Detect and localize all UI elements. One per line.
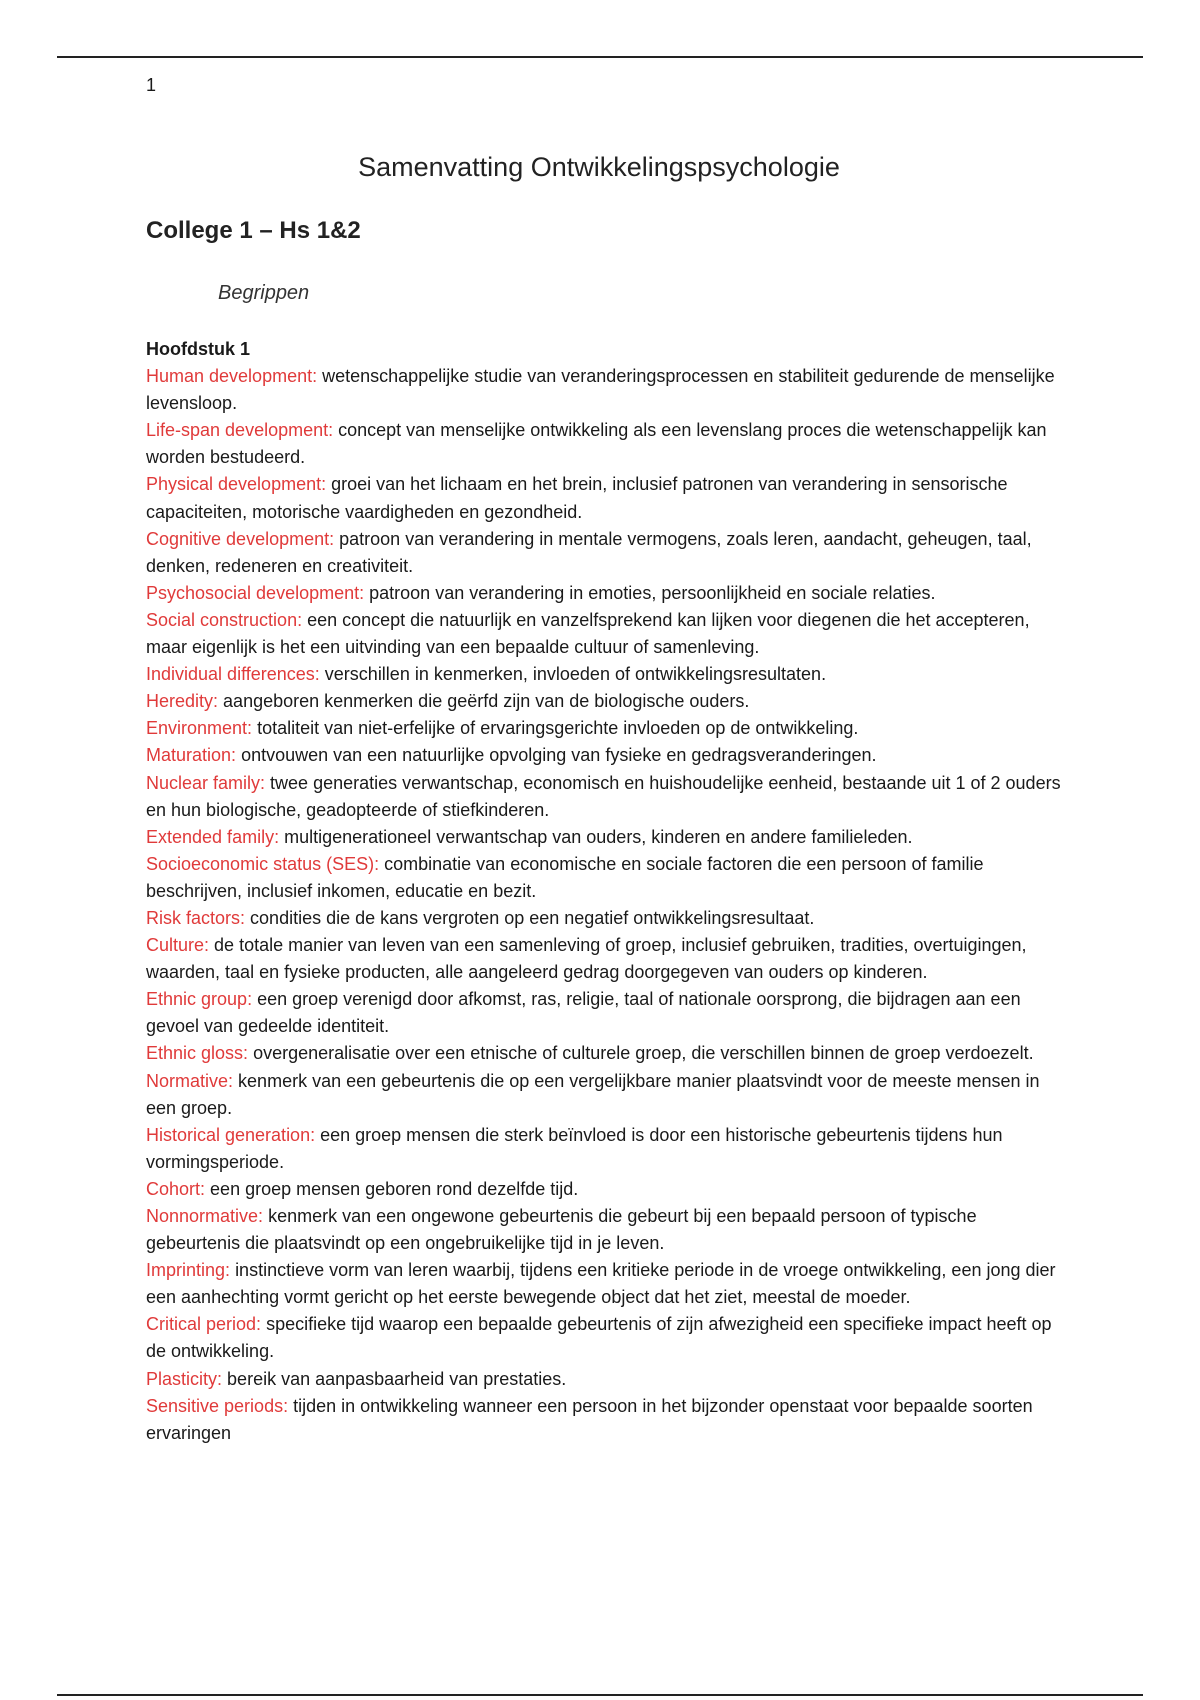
- glossary-definition: specifieke tijd waarop een bepaalde gebeurtenis of zijn afwezigheid een specifieke impact heeft op de ontwikkeling.: [146, 1314, 1052, 1362]
- glossary-definition: een concept die natuurlijk en vanzelfsprekend kan lijken voor diegenen die het accepteren, maar eigenlijk is het een uitvinding van een bepaalde cultuur of samenleving.: [146, 609, 1030, 658]
- glossary-entry: [146, 607, 1066, 661]
- glossary-entry: [146, 905, 1066, 932]
- glossary-definition: concept van menselijke ontwikkeling als een levenslang proces die wetenschappelijk kan worden bestudeerd.: [146, 420, 1047, 468]
- glossary-content: [146, 336, 1066, 1447]
- glossary-definition: een groep mensen die sterk beïnvloed is door een historische gebeurtenis tijdens hun vormingsperiode.: [146, 1124, 1003, 1172]
- glossary-entry: [146, 526, 1066, 580]
- glossary-entry: [146, 1203, 1066, 1257]
- glossary-definition: totaliteit van niet-erfelijke of ervaringsgerichte invloeden op de ontwikkeling.: [257, 718, 859, 739]
- glossary-definition: overgeneralisatie over een etnische of culturele groep, die verschillen binnen de groep verdoezelt.: [253, 1043, 1034, 1064]
- glossary-definition: de totale manier van leven van een samenleving of groep, inclusief gebruiken, tradities, overtuigingen, waarden, taal en fysieke producten, alle aangeleerd gedrag doorgegeven van ouders op kinderen.: [146, 935, 1027, 983]
- glossary-entry: [146, 1040, 1066, 1067]
- chapter-heading: Hoofdstuk 1: [146, 339, 251, 359]
- glossary-term: Cognitive development:: [146, 528, 335, 549]
- glossary-definition: instinctieve vorm van leren waarbij, tijdens een kritieke periode in de vroege ontwikkeling, een jong dier een aanhechting vormt gericht op het eerste bewegende object dat het ziet, meestal de moeder.: [146, 1260, 1056, 1308]
- glossary-definition: condities die de kans vergroten op een negatief ontwikkelingsresultaat.: [250, 907, 815, 928]
- glossary-definition: ontvouwen van een natuurlijke opvolging van fysieke en gedragsveranderingen.: [241, 745, 877, 766]
- glossary-term: Extended family:: [146, 826, 280, 847]
- glossary-entry: [146, 1366, 1066, 1393]
- glossary-definition: groei van het lichaam en het brein, inclusief patronen van verandering in sensorische capaciteiten, motorische vaardigheden en gezondheid.: [146, 474, 1008, 522]
- glossary-term: Nuclear family:: [146, 772, 266, 793]
- glossary-term: Ethnic gloss:: [146, 1043, 249, 1064]
- glossary-definition: verschillen in kenmerken, invloeden of ontwikkelingsresultaten.: [324, 664, 827, 685]
- glossary-term: Historical generation:: [146, 1124, 316, 1145]
- glossary-definition: combinatie van economische en sociale factoren die een persoon of familie beschrijven, inclusief inkomen, educatie en bezit.: [146, 853, 984, 901]
- glossary-definition: tijden in ontwikkeling wanneer een persoon in het bijzonder openstaat voor bepaalde soorten ervaringen: [146, 1395, 1033, 1443]
- glossary-term: Physical development:: [146, 474, 327, 495]
- glossary-entry: [146, 1068, 1066, 1122]
- glossary-entry: [146, 1122, 1066, 1176]
- glossary-definition: een groep mensen geboren rond dezelfde tijd.: [210, 1178, 579, 1199]
- glossary-entry: [146, 471, 1066, 525]
- glossary-term: Plasticity:: [146, 1368, 223, 1389]
- glossary-term: Individual differences:: [146, 664, 320, 685]
- glossary-entry: [146, 1176, 1066, 1203]
- glossary-term: Ethnic group:: [146, 989, 253, 1010]
- glossary-entry: [146, 1257, 1066, 1311]
- glossary-term: Human development:: [146, 366, 318, 387]
- glossary-definition: bereik van aanpasbaarheid van prestaties.: [227, 1368, 567, 1389]
- glossary-entry: [146, 824, 1066, 851]
- glossary-definition: een groep verenigd door afkomst, ras, religie, taal of nationale oorsprong, die bijdragen aan een gevoel van gedeelde identiteit.: [146, 989, 1021, 1037]
- glossary-entry: [146, 986, 1066, 1040]
- glossary-entry: [146, 742, 1066, 769]
- glossary-definition: patroon van verandering in emoties, persoonlijkheid en sociale relaties.: [369, 582, 936, 603]
- glossary-term: Cohort:: [146, 1178, 206, 1199]
- glossary-term: Imprinting:: [146, 1260, 231, 1281]
- glossary-entry: [146, 851, 1066, 905]
- glossary-term: Heredity:: [146, 691, 219, 712]
- glossary-entry: [146, 363, 1066, 417]
- glossary-term: Maturation:: [146, 745, 237, 766]
- glossary-term: Nonnormative:: [146, 1206, 264, 1226]
- glossary-entry: [146, 688, 1066, 715]
- glossary-entry: [146, 770, 1066, 824]
- glossary-definition: twee generaties verwantschap, economisch en huishoudelijke eenheid, bestaande uit 1 of 2 ouders en hun biologische, geadopteerde of stiefkinderen.: [146, 772, 1061, 820]
- term-list: [146, 363, 1066, 1447]
- glossary-term: Critical period:: [146, 1314, 262, 1335]
- glossary-entry: [146, 661, 1066, 688]
- glossary-term: Culture:: [146, 935, 210, 956]
- glossary-term: Normative:: [146, 1070, 234, 1091]
- glossary-entry: [146, 1393, 1066, 1447]
- glossary-term: Psychosocial development:: [146, 582, 365, 603]
- glossary-definition: kenmerk van een ongewone gebeurtenis die gebeurt bij een bepaald persoon of typische gebeurtenis die plaatsvindt op een ongebruikelijke tijd in je leven.: [146, 1206, 977, 1254]
- glossary-definition: patroon van verandering in mentale vermogens, zoals leren, aandacht, geheugen, taal, denken, redeneren en creativiteit.: [146, 528, 1032, 576]
- glossary-definition: kenmerk van een gebeurtenis die op een vergelijkbare manier plaatsvindt voor de meeste mensen in een groep.: [146, 1070, 1040, 1118]
- footer-rule: [57, 1694, 1143, 1696]
- glossary-entry: [146, 580, 1066, 607]
- glossary-entry: [146, 1311, 1066, 1365]
- page-number: 1: [146, 75, 157, 95]
- glossary-term: Sensitive periods:: [146, 1395, 289, 1416]
- glossary-term: Life-span development:: [146, 420, 334, 441]
- glossary-entry: [146, 932, 1066, 986]
- header-rule: [57, 56, 1143, 58]
- glossary-definition: wetenschappelijke studie van veranderingsprocessen en stabiliteit gedurende de menselijke levensloop.: [146, 366, 1055, 414]
- document-title: Samenvatting Ontwikkelingspsychologie: [358, 152, 840, 182]
- glossary-term: Socioeconomic status (SES):: [146, 853, 380, 874]
- glossary-definition: aangeboren kenmerken die geërfd zijn van de biologische ouders.: [223, 691, 750, 712]
- glossary-entry: [146, 417, 1066, 471]
- section-heading: College 1 – Hs 1&2: [146, 217, 361, 244]
- glossary-term: Environment:: [146, 718, 253, 739]
- glossary-term: Risk factors:: [146, 907, 246, 928]
- glossary-term: Social construction:: [146, 609, 303, 630]
- glossary-entry: [146, 715, 1066, 742]
- subheading: Begrippen: [218, 282, 310, 304]
- glossary-definition: multigenerationeel verwantschap van ouders, kinderen en andere familieleden.: [284, 826, 913, 847]
